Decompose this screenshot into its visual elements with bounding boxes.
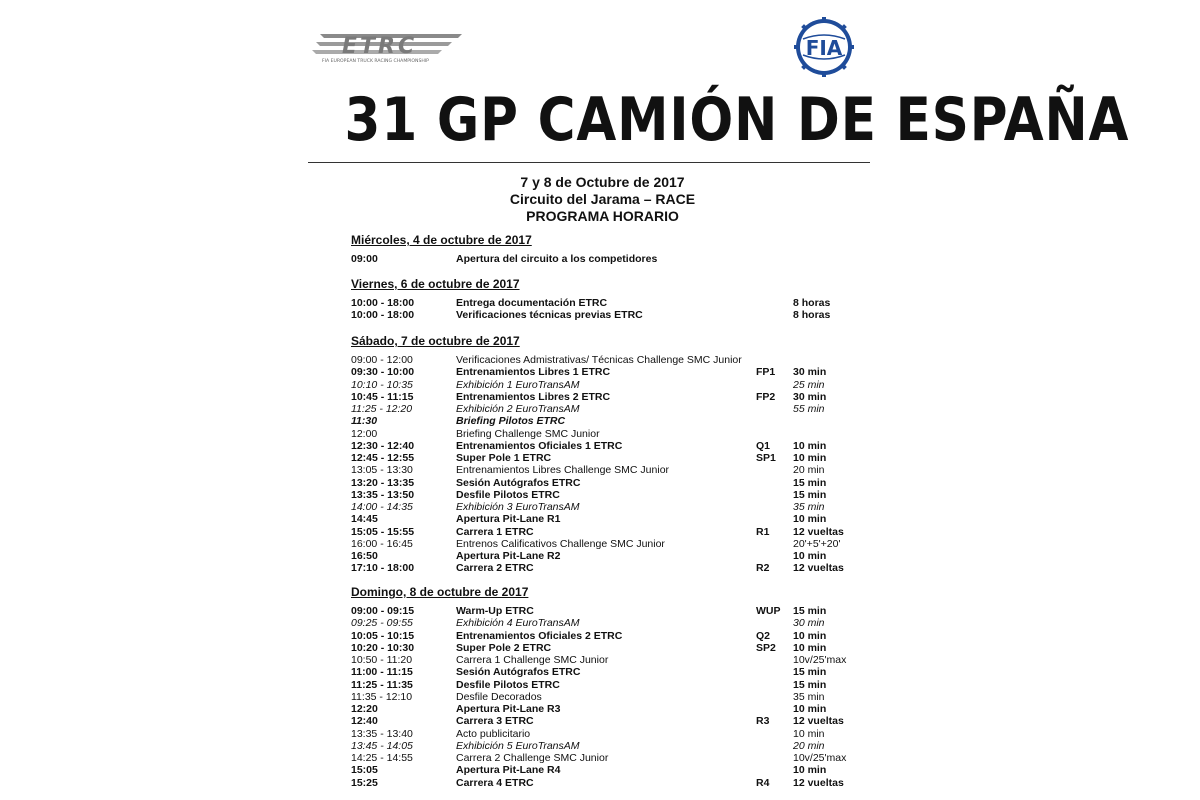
- event-cell: Super Pole 1 ETRC: [456, 452, 552, 464]
- time-cell: 12:30 - 12:40: [351, 439, 415, 452]
- session-code-cell: WUP: [756, 605, 781, 617]
- duration-cell: 10v/25'max: [793, 752, 847, 764]
- duration-cell: 10 min: [793, 513, 827, 526]
- time-cell: 15:25: [351, 776, 378, 789]
- duration-cell: 20 min: [793, 464, 825, 477]
- duration-cell: 10 min: [793, 641, 827, 654]
- duration-cell: 10 min: [793, 629, 827, 642]
- duration-cell: 25 min: [793, 378, 825, 391]
- day-heading: Domingo, 8 de octubre de 2017: [351, 585, 529, 599]
- event-cell: Acto publicitario: [456, 727, 531, 740]
- duration-cell: 10 min: [793, 439, 827, 452]
- event-cell: Carrera 2 ETRC: [456, 562, 534, 575]
- time-cell: 13:20 - 13:35: [351, 476, 415, 489]
- time-cell: 15:05 - 15:55: [351, 525, 415, 538]
- event-cell: Exhibición 4 EuroTransAM: [456, 617, 580, 630]
- duration-cell: 10v/25'max: [793, 654, 847, 666]
- event-cell: Verificaciones Admistrativas/ Técnicas Challenge SMC Junior: [456, 354, 742, 366]
- event-cell: Apertura del circuito a los competidores: [456, 253, 658, 265]
- duration-cell: 35 min: [793, 690, 825, 703]
- time-cell: 09:30 - 10:00: [351, 366, 415, 379]
- duration-cell: 30 min: [793, 366, 827, 379]
- event-cell: Carrera 1 Challenge SMC Junior: [456, 654, 609, 666]
- day-heading: Miércoles, 4 de octubre de 2017: [351, 233, 532, 247]
- duration-cell: 8 horas: [793, 297, 831, 309]
- svg-text:FIA: FIA: [805, 36, 843, 60]
- event-cell: Briefing Pilotos ETRC: [456, 415, 566, 428]
- session-code-cell: R2: [756, 562, 770, 575]
- session-code-cell: FP1: [756, 366, 776, 379]
- duration-cell: 12 vueltas: [793, 715, 844, 728]
- event-cell: Exhibición 3 EuroTransAM: [456, 501, 580, 513]
- event-cell: Carrera 1 ETRC: [456, 525, 534, 538]
- session-code-cell: R4: [756, 776, 770, 789]
- event-cell: Briefing Challenge SMC Junior: [456, 427, 600, 440]
- event-cell: Entrega documentación ETRC: [456, 297, 608, 309]
- time-cell: 14:00 - 14:35: [351, 501, 413, 513]
- event-cell: Apertura Pit-Lane R2: [456, 550, 561, 562]
- event-cell: Verificaciones técnicas previas ETRC: [456, 309, 643, 322]
- duration-cell: 30 min: [793, 617, 825, 630]
- duration-cell: 15 min: [793, 605, 827, 617]
- time-cell: 09:00 - 12:00: [351, 354, 413, 366]
- time-cell: 13:35 - 13:50: [351, 488, 415, 501]
- duration-cell: 20'+5'+20': [793, 537, 841, 550]
- time-cell: 17:10 - 18:00: [351, 562, 415, 575]
- time-cell: 15:05: [351, 764, 378, 777]
- time-cell: 16:50: [351, 550, 378, 562]
- time-cell: 11:25 - 11:35: [351, 678, 413, 691]
- time-cell: 16:00 - 16:45: [351, 537, 413, 550]
- duration-cell: 10 min: [793, 452, 827, 464]
- duration-cell: 55 min: [793, 403, 825, 415]
- time-cell: 10:05 - 10:15: [351, 629, 415, 642]
- event-cell: Desfile Pilotos ETRC: [456, 488, 560, 501]
- time-cell: 10:45 - 11:15: [351, 390, 414, 403]
- event-cell: Entrenamientos Libres Challenge SMC Junior: [456, 464, 670, 477]
- event-cell: Carrera 4 ETRC: [456, 776, 534, 789]
- duration-cell: 20 min: [793, 739, 825, 752]
- time-cell: 14:45: [351, 513, 378, 526]
- svg-text:FIA EUROPEAN TRUCK RACING CHAM: FIA EUROPEAN TRUCK RACING CHAMPIONSHIP: [322, 59, 429, 64]
- duration-cell: 15 min: [793, 476, 827, 489]
- duration-cell: 12 vueltas: [793, 776, 844, 789]
- time-cell: 12:40: [351, 715, 378, 728]
- time-cell: 13:35 - 13:40: [351, 727, 413, 740]
- event-cell: Carrera 2 Challenge SMC Junior: [456, 752, 609, 764]
- time-cell: 10:00 - 18:00: [351, 309, 415, 322]
- session-code-cell: R3: [756, 715, 770, 728]
- day-heading: Sábado, 7 de octubre de 2017: [351, 334, 520, 348]
- event-cell: Entrenamientos Libres 2 ETRC: [456, 390, 611, 403]
- duration-cell: 15 min: [793, 666, 827, 679]
- event-cell: Exhibición 1 EuroTransAM: [456, 378, 580, 391]
- time-cell: 09:00 - 09:15: [351, 605, 415, 617]
- time-cell: 12:45 - 12:55: [351, 452, 415, 464]
- title-divider: [308, 162, 870, 163]
- time-cell: 10:20 - 10:30: [351, 641, 415, 654]
- session-code-cell: Q2: [756, 629, 771, 642]
- duration-cell: 15 min: [793, 488, 827, 501]
- duration-cell: 10 min: [793, 764, 827, 777]
- event-cell: Exhibición 2 EuroTransAM: [456, 403, 580, 415]
- event-cell: Apertura Pit-Lane R1: [456, 513, 561, 526]
- time-cell: 13:05 - 13:30: [351, 464, 413, 477]
- duration-cell: 10 min: [793, 703, 827, 715]
- duration-cell: 30 min: [793, 390, 827, 403]
- fia-logo: [781, 17, 867, 77]
- duration-cell: 35 min: [793, 501, 825, 513]
- event-cell: Entrenamientos Oficiales 1 ETRC: [456, 439, 623, 452]
- time-cell: 11:35 - 12:10: [351, 690, 413, 703]
- time-cell: 12:00: [351, 427, 378, 440]
- duration-cell: 8 horas: [793, 309, 831, 322]
- event-cell: Carrera 3 ETRC: [456, 715, 534, 728]
- event-venue: Circuito del Jarama – RACE: [509, 191, 696, 207]
- time-cell: 10:10 - 10:35: [351, 378, 413, 391]
- duration-cell: 15 min: [793, 678, 827, 691]
- day-heading: Viernes, 6 de octubre de 2017: [351, 277, 520, 291]
- duration-cell: 12 vueltas: [793, 562, 844, 575]
- time-cell: 11:25 - 12:20: [351, 403, 413, 415]
- duration-cell: 10 min: [793, 550, 827, 562]
- event-cell: Apertura Pit-Lane R3: [456, 703, 561, 715]
- duration-cell: 12 vueltas: [793, 525, 844, 538]
- event-cell: Warm-Up ETRC: [456, 605, 534, 617]
- session-code-cell: SP2: [756, 641, 776, 654]
- time-cell: 10:50 - 11:20: [351, 654, 413, 666]
- event-cell: Desfile Pilotos ETRC: [456, 678, 560, 691]
- time-cell: 11:30: [351, 415, 378, 428]
- etrc-logo: [312, 26, 462, 66]
- event-cell: Entrenamientos Libres 1 ETRC: [456, 366, 611, 379]
- event-dates: 7 y 8 de Octubre de 2017: [520, 174, 685, 190]
- event-title: 31 GP CAMIÓN DE ESPAÑA: [344, 85, 1130, 155]
- event-cell: Sesión Autógrafos ETRC: [456, 666, 581, 679]
- event-cell: Desfile Decorados: [456, 690, 542, 703]
- time-cell: 12:20: [351, 703, 378, 715]
- event-cell: Entrenamientos Oficiales 2 ETRC: [456, 629, 623, 642]
- duration-cell: 10 min: [793, 727, 825, 740]
- session-code-cell: Q1: [756, 439, 771, 452]
- event-cell: Super Pole 2 ETRC: [456, 641, 552, 654]
- event-cell: Entrenos Calificativos Challenge SMC Junior: [456, 537, 665, 550]
- schedule-heading: PROGRAMA HORARIO: [526, 208, 679, 224]
- session-code-cell: FP2: [756, 390, 776, 403]
- event-cell: Apertura Pit-Lane R4: [456, 764, 561, 777]
- time-cell: 13:45 - 14:05: [351, 739, 413, 752]
- time-cell: 09:00: [351, 253, 378, 265]
- session-code-cell: R1: [756, 525, 770, 538]
- event-cell: Exhibición 5 EuroTransAM: [456, 739, 580, 752]
- session-code-cell: SP1: [756, 452, 776, 464]
- svg-text:ETRC: ETRC: [342, 34, 418, 59]
- time-cell: 11:00 - 11:15: [351, 666, 413, 679]
- time-cell: 10:00 - 18:00: [351, 297, 415, 309]
- time-cell: 14:25 - 14:55: [351, 752, 413, 764]
- event-cell: Sesión Autógrafos ETRC: [456, 476, 581, 489]
- time-cell: 09:25 - 09:55: [351, 617, 413, 630]
